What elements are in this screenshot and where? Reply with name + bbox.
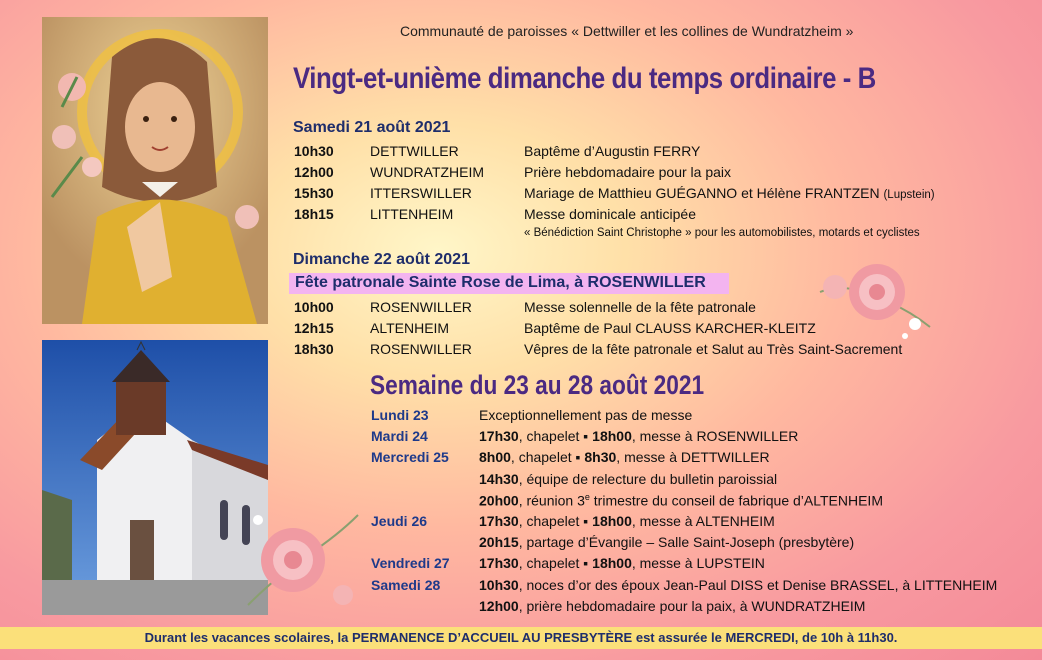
rose-decoration-left	[238, 495, 368, 620]
week-entry: 17h30, chapelet ▪ 18h00, messe à ROSENWILLER	[479, 428, 799, 445]
saint-rose-painting	[42, 17, 268, 324]
week-day: Jeudi 26	[371, 513, 428, 529]
week-day: Mercredi 25	[371, 449, 449, 466]
church-photo	[42, 340, 268, 615]
saturday-heading: Samedi 21 août 2021	[293, 119, 451, 136]
week-day: Samedi 28	[371, 576, 441, 593]
week-heading: Semaine du 23 au 28 août 2021	[370, 370, 705, 400]
blessing-note: « Bénédiction Saint Christophe » pour les automobilistes, motards et cyclistes	[524, 227, 920, 239]
week-entry: 14h30, équipe de relecture du bulletin paroissial	[479, 470, 778, 487]
sunday-heading: Dimanche 22 août 2021	[293, 251, 470, 268]
week-day: Vendredi 27	[371, 555, 450, 572]
rose-decoration-right	[815, 252, 935, 342]
week-entry: 20h00, réunion 3e trimestre du conseil de fabrique d’ALTENHEIM	[479, 491, 883, 509]
week-day: Lundi 23	[371, 407, 429, 423]
week-day: Mardi 24	[371, 428, 428, 445]
week-entry: 8h00, chapelet ▪ 8h30, messe à DETTWILLER	[479, 449, 770, 466]
week-entry: 17h30, chapelet ▪ 18h00, messe à LUPSTEIN	[479, 555, 765, 572]
patronal-feast-banner: Fête patronale Sainte Rose de Lima, à ROSENWILLER	[289, 273, 729, 294]
parish-community-header: Communauté de paroisses « Dettwiller et les collines de Wundratzheim »	[400, 23, 854, 39]
week-entry: Exceptionnellement pas de messe	[479, 407, 693, 423]
week-entry: 10h30, noces d’or des époux Jean-Paul DISS et Denise BRASSEL, à LITTENHEIM	[479, 576, 998, 593]
page-title: Vingt-et-unième dimanche du temps ordinaire - B	[293, 62, 876, 95]
footer-notice: Durant les vacances scolaires, la PERMANENCE D’ACCUEIL AU PRESBYTÈRE est assurée le MERCREDI, de 10h à 11h30.	[0, 627, 1042, 649]
week-entry: 17h30, chapelet ▪ 18h00, messe à ALTENHEIM	[479, 513, 775, 529]
week-entry: 12h00, prière hebdomadaire pour la paix, à WUNDRATZHEIM	[479, 597, 866, 614]
week-entry: 20h15, partage d’Évangile – Salle Saint-Joseph (presbytère)	[479, 534, 855, 551]
